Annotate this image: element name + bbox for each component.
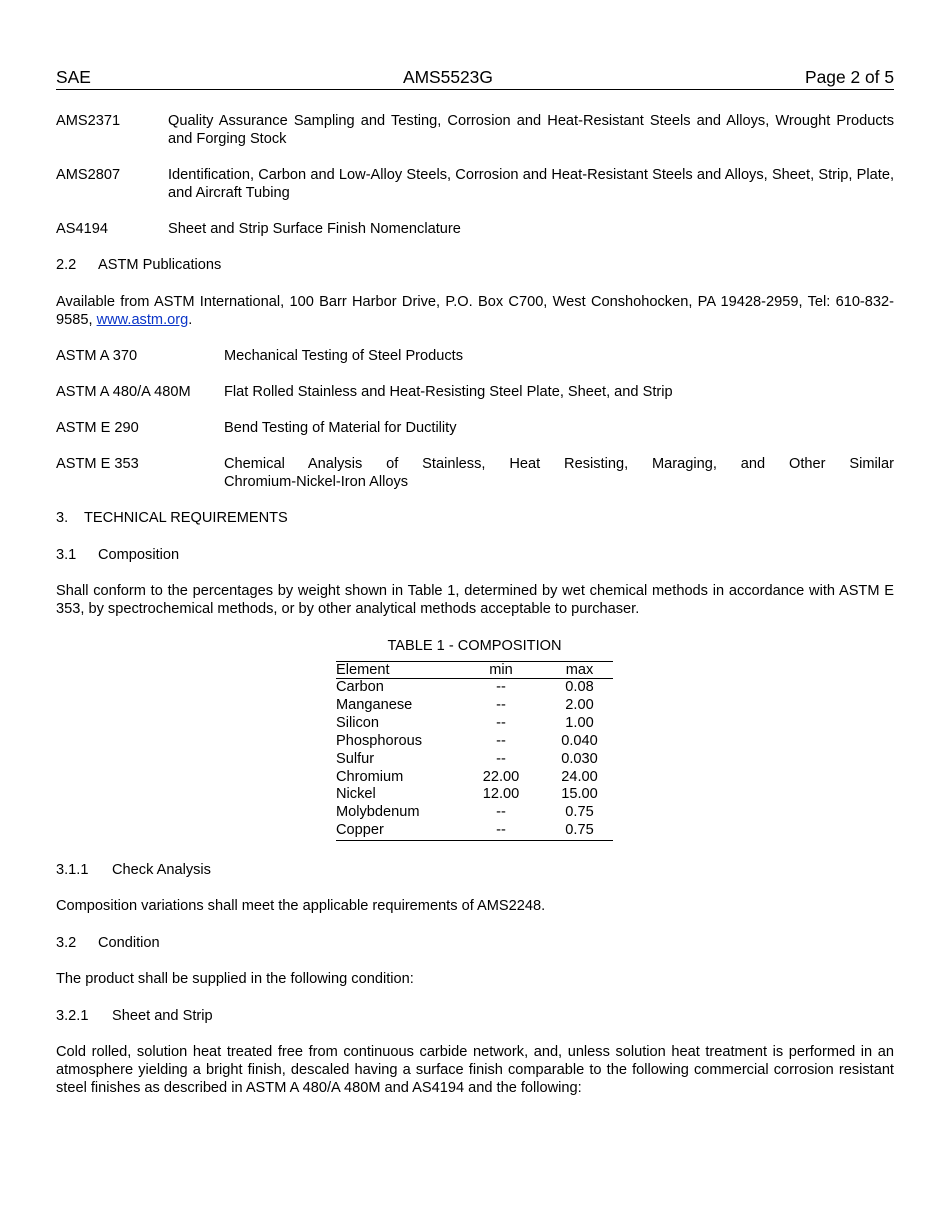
section-title: Check Analysis [112, 862, 211, 879]
element-name: Silicon [336, 714, 379, 731]
table-row [336, 751, 613, 769]
max-value: 0.75 [565, 804, 594, 821]
section-heading-3 [56, 509, 894, 527]
section-heading-3-2 [56, 934, 894, 952]
header-org: SAE [56, 67, 91, 87]
reference-code: AMS2807 [56, 167, 121, 183]
min-value: 22.00 [482, 768, 520, 785]
min-value: -- [496, 679, 506, 695]
section-title: Composition [98, 547, 180, 563]
section-heading-3-1 [56, 546, 894, 564]
page-header [56, 66, 894, 90]
element-name: Phosphorous [336, 732, 423, 749]
max-value: 0.040 [561, 732, 598, 749]
section-title: TECHNICAL REQUIREMENTS [84, 510, 288, 526]
composition-paragraph: Shall conform to the percentages by weight shown in Table 1, determined by wet chemical methods in accordance with ASTM E 353, by spectrochemical methods, or by other analytical methods acceptable to purchaser. [56, 583, 894, 617]
sheet-strip-paragraph: Cold rolled, solution heat treated free from continuous carbide network, and, unless solution heat treatment is performed in an atmosphere yielding a bright finish, descaled having a surface finish comparable to the following commercial corrosion resistant steel finishes as described in ASTM A 480/A 480M and AS4194 and the following: [56, 1044, 894, 1097]
reference-title: Mechanical Testing of Steel Products [224, 348, 464, 364]
min-value: 12.00 [482, 786, 520, 803]
reference-title: Quality Assurance Sampling and Testing, Corrosion and Heat-Resistant Steels and Alloys, Wrought Products and Forging Stock [168, 113, 894, 147]
reference-title-line: Chromium-Nickel-Iron Alloys [224, 474, 409, 490]
element-name: Copper [336, 822, 384, 839]
section-number: 3.2 [56, 935, 77, 952]
reference-entry [56, 112, 894, 148]
element-name: Molybdenum [336, 804, 420, 821]
reference-entry [56, 455, 894, 491]
max-value: 24.00 [561, 768, 598, 785]
condition-paragraph: The product shall be supplied in the following condition: [56, 971, 414, 988]
table-caption: TABLE 1 - COMPOSITION [387, 638, 562, 654]
check-analysis-paragraph: Composition variations shall meet the applicable requirements of AMS2248. [56, 898, 546, 915]
reference-title: Bend Testing of Material for Ductility [224, 420, 457, 436]
section-number: 3. [56, 510, 69, 526]
section-heading-3-1-1 [56, 861, 894, 879]
max-value: 0.75 [565, 822, 594, 839]
table-row [336, 697, 613, 715]
reference-title [224, 455, 894, 491]
section-number: 2.2 [56, 257, 77, 273]
header-page-number: Page 2 of 5 [805, 67, 894, 87]
reference-code: ASTM E 353 [56, 456, 139, 472]
max-value: 0.030 [561, 750, 598, 767]
table-row [336, 679, 613, 697]
reference-code: AS4194 [56, 221, 108, 237]
min-value: -- [496, 732, 506, 749]
astm-availability-text: Available from ASTM International, 100 Barr Harbor Drive, P.O. Box C700, West Conshohocken, PA 19428-2959, Tel: 610-832-9585, [56, 294, 894, 328]
element-name: Manganese [336, 696, 413, 713]
section-title: ASTM Publications [98, 257, 222, 273]
reference-entry [56, 220, 894, 238]
max-value: 2.00 [565, 696, 594, 713]
min-value: -- [496, 822, 506, 839]
table-row [336, 786, 613, 804]
reference-entry [56, 383, 894, 401]
section-title: Sheet and Strip [112, 1008, 213, 1025]
element-name: Carbon [336, 679, 384, 695]
header-max: max [565, 662, 594, 678]
table-row [336, 822, 613, 840]
reference-title: Identification, Carbon and Low-Alloy Steels, Corrosion and Heat-Resistant Steels and Alloys, Sheet, Strip, Plate, and Aircraft Tubing [168, 167, 894, 201]
element-name: Sulfur [336, 750, 375, 767]
section-number: 3.2.1 [56, 1008, 89, 1025]
astm-website-link[interactable]: www.astm.org [96, 312, 189, 328]
section-number: 3.1 [56, 547, 77, 563]
reference-title: Sheet and Strip Surface Finish Nomenclature [168, 221, 461, 237]
header-min: min [489, 662, 513, 678]
header-doc-number: AMS5523G [402, 67, 493, 87]
reference-code: AMS2371 [56, 113, 121, 129]
composition-table [336, 637, 613, 841]
header-element: Element [336, 662, 390, 678]
section-heading-3-2-1 [56, 1007, 894, 1025]
element-name: Chromium [336, 768, 404, 785]
reference-entry [56, 419, 894, 437]
astm-availability-paragraph [56, 293, 894, 329]
section-heading-2-2 [56, 256, 894, 274]
reference-code: ASTM A 370 [56, 348, 138, 364]
max-value: 15.00 [561, 786, 598, 803]
min-value: -- [496, 804, 506, 821]
reference-title: Flat Rolled Stainless and Heat-Resisting Steel Plate, Sheet, and Strip [224, 384, 673, 400]
reference-code: ASTM E 290 [56, 420, 139, 436]
table-row [336, 769, 613, 787]
document-page [56, 66, 894, 1097]
table-row [336, 733, 613, 751]
max-value: 1.00 [565, 714, 594, 731]
reference-code: ASTM A 480/A 480M [56, 384, 191, 400]
table-header-row [336, 662, 613, 679]
section-title: Condition [98, 935, 160, 952]
reference-entry [56, 347, 894, 365]
min-value: -- [496, 750, 506, 767]
table-row [336, 804, 613, 822]
reference-title-line: Chemical Analysis of Stainless, Heat Resisting, Maraging, and Other Similar [224, 456, 894, 472]
sentence-end: . [188, 312, 193, 328]
element-name: Nickel [336, 786, 376, 803]
reference-entry [56, 166, 894, 202]
min-value: -- [496, 714, 506, 731]
min-value: -- [496, 696, 506, 713]
table-row [336, 715, 613, 733]
section-number: 3.1.1 [56, 862, 89, 879]
max-value: 0.08 [565, 679, 594, 695]
